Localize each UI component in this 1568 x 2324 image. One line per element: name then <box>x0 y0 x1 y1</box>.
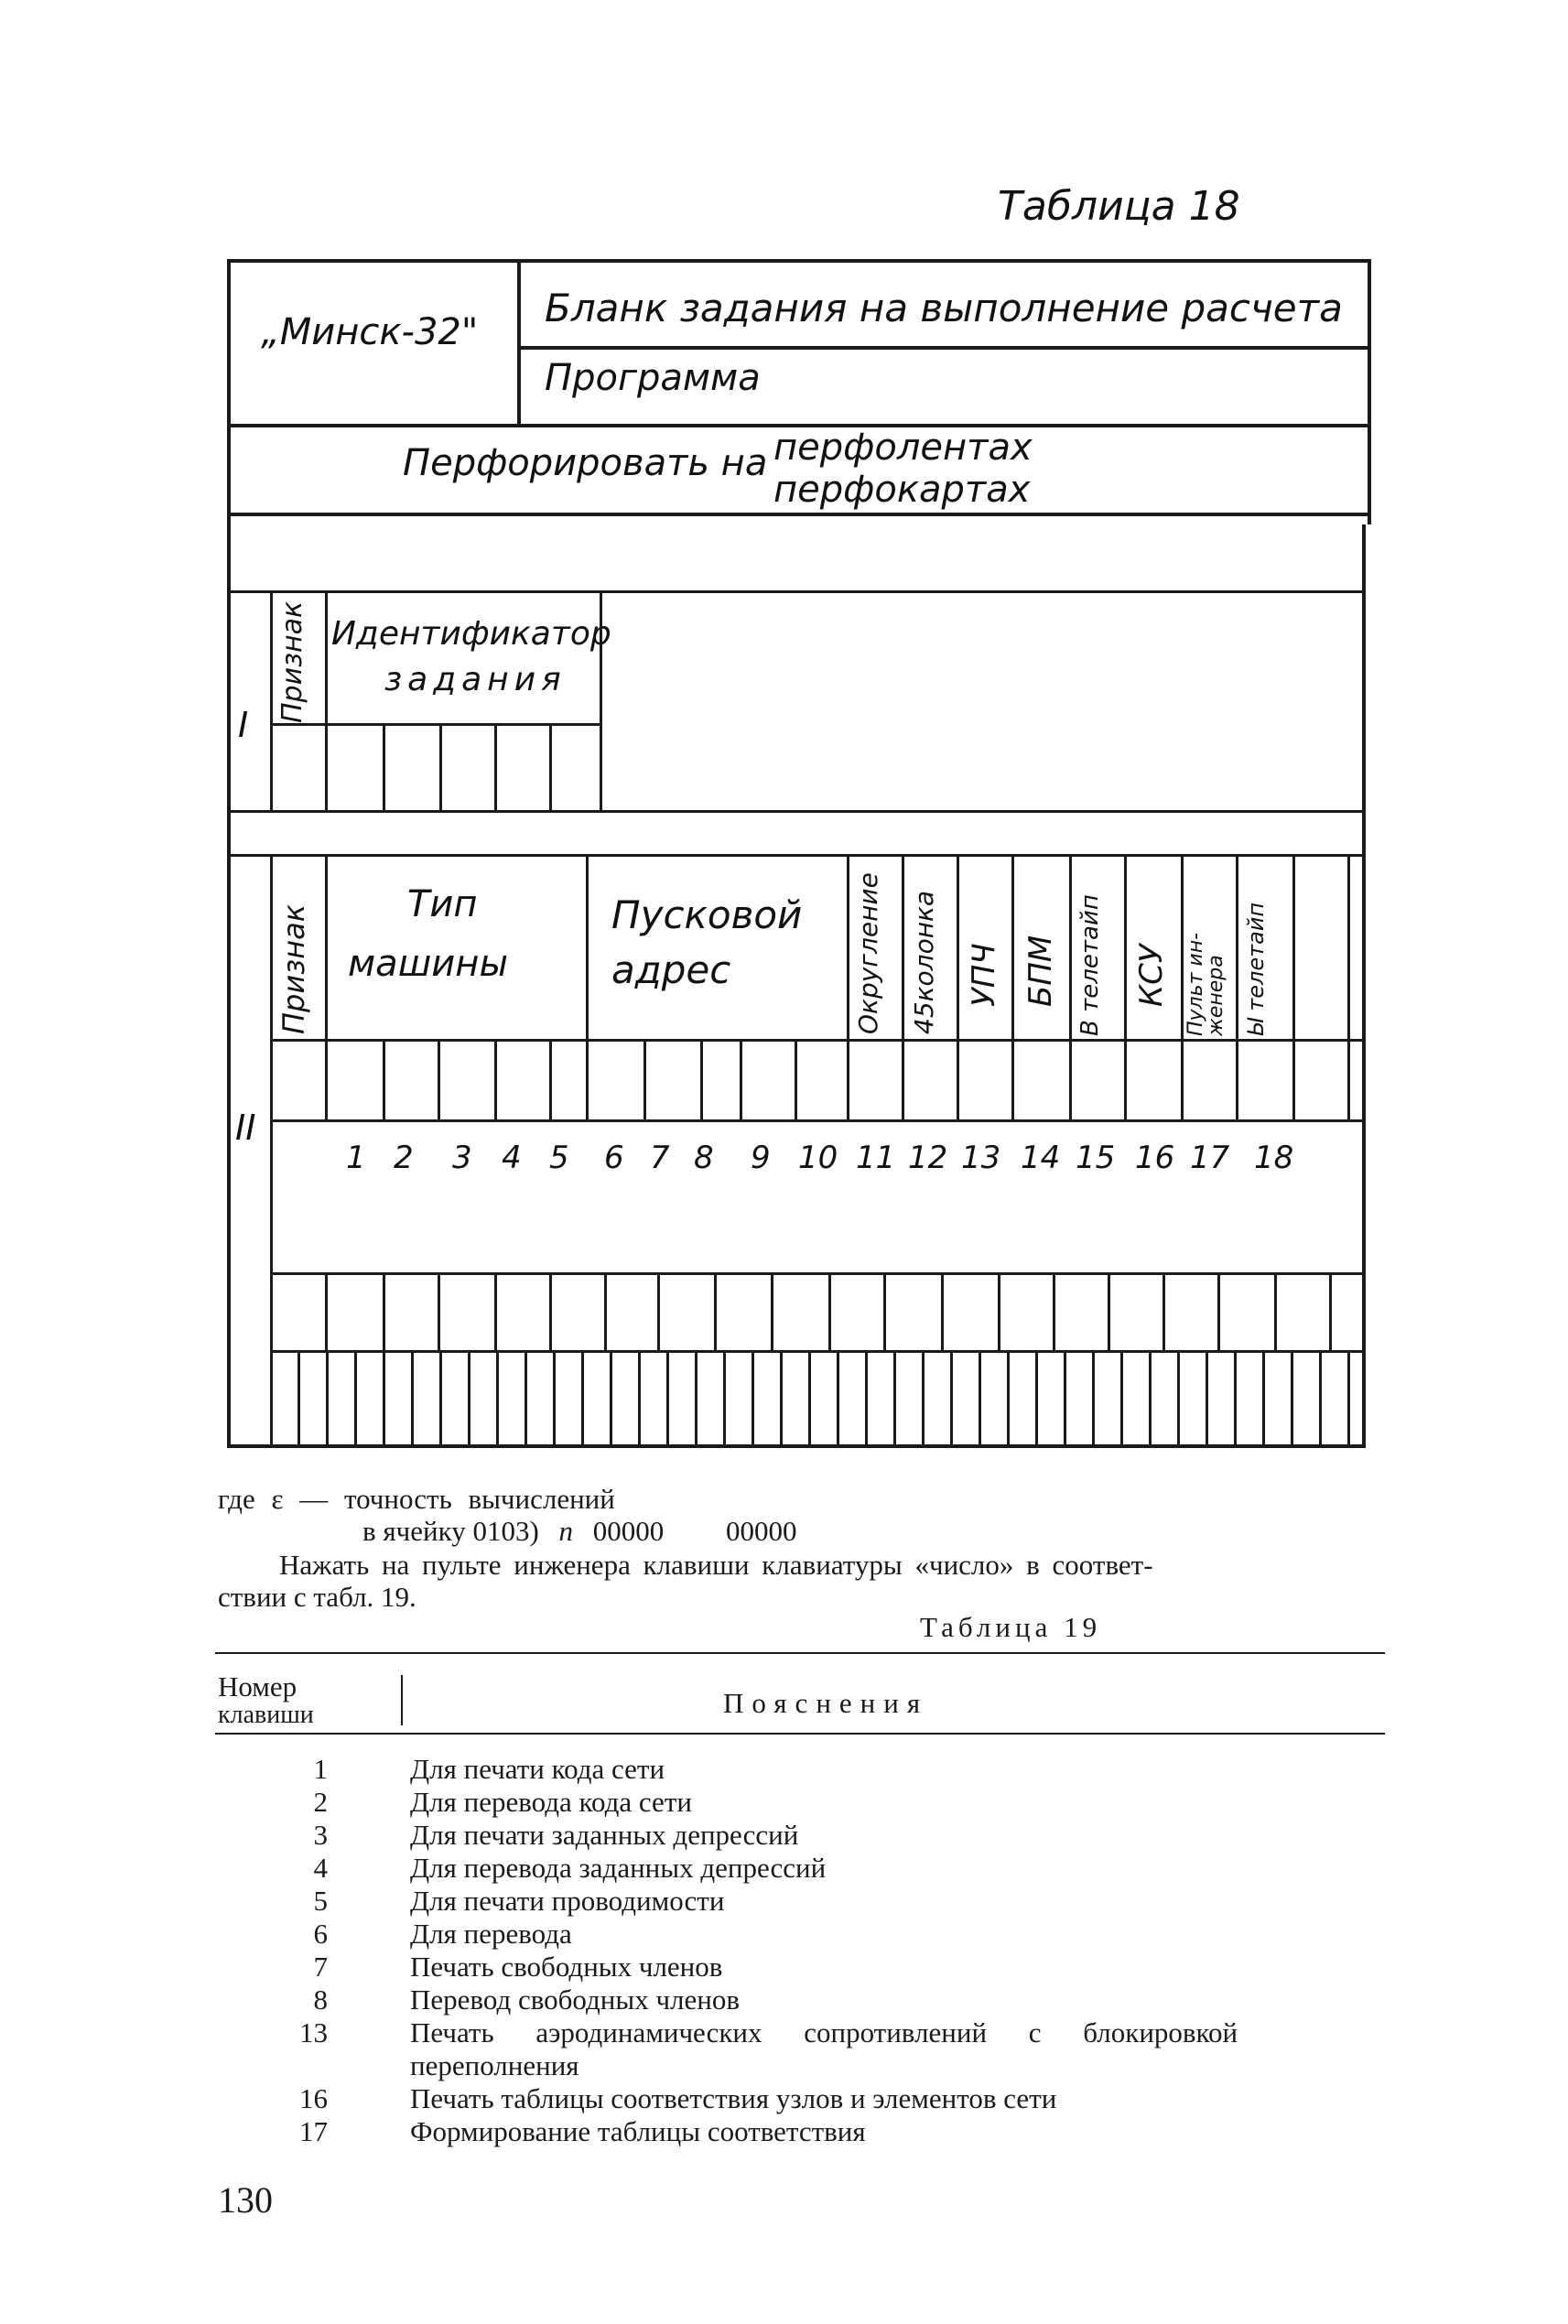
col-ksu: КСУ <box>1133 944 1170 1007</box>
grid-line <box>439 1350 442 1446</box>
key-number: 17 <box>1190 1140 1230 1176</box>
grid-line <box>549 1272 552 1350</box>
table-row <box>0 2115 1568 2148</box>
col-bpm: БПМ <box>1022 935 1059 1007</box>
key-number: 15 <box>1076 1140 1116 1176</box>
grid-line <box>723 1350 726 1446</box>
machine-type-label-2: машины <box>348 943 509 985</box>
description-cell: Печать аэродинамических сопротивлений с блокировкой <box>410 2016 1238 2048</box>
description-cell: Для перевода заданных депрессий <box>410 1852 827 1884</box>
grid-line <box>998 1272 1000 1350</box>
col-upch: УПЧ <box>966 943 1002 1007</box>
section-1-identifier-2: задания <box>384 661 567 698</box>
col-45: 45колонка <box>909 890 939 1034</box>
cell-assignment-a: в ячейку 0103) <box>362 1515 539 1547</box>
grid-line <box>383 1272 385 1350</box>
cell-assignment-c: 00000 <box>592 1515 665 1547</box>
section-1-roman: I <box>238 705 249 745</box>
table-row <box>0 1951 1568 1984</box>
grid-line <box>1035 1350 1038 1446</box>
section-2-roman: II <box>235 1108 256 1148</box>
description-cell: Для печати проводимости <box>410 1885 725 1917</box>
grid-line <box>1092 1350 1095 1446</box>
grid-line <box>893 1350 896 1446</box>
table19-head-key: Номер <box>218 1670 297 1702</box>
start-address-label-2: адрес <box>611 947 731 992</box>
key-number: 3 <box>452 1140 472 1176</box>
table-row <box>0 1753 1568 1786</box>
description-cell: Формирование таблицы соответствия <box>410 2115 866 2147</box>
description-cell: Для перевода кода сети <box>410 1786 692 1818</box>
table-row <box>0 1852 1568 1885</box>
grid-line <box>604 1272 607 1350</box>
key-cell: 4 <box>313 1852 328 1884</box>
section-1-flag: Признак <box>276 600 308 723</box>
grid-line <box>468 1350 470 1446</box>
grid-line <box>950 1350 953 1446</box>
grid-line <box>297 1350 300 1446</box>
page-number: 130 <box>218 2179 273 2221</box>
grid-line <box>326 1350 329 1446</box>
machine-type-label: Тип <box>407 883 478 925</box>
grid-line <box>1162 1272 1165 1350</box>
grid-line <box>1291 1350 1293 1446</box>
grid-line <box>638 1350 641 1446</box>
key-number: 1 <box>346 1140 366 1176</box>
key-number: 4 <box>502 1140 522 1176</box>
table-row <box>0 1786 1568 1819</box>
punch-option-cards: перфокартах <box>773 469 1031 511</box>
table19-head-desc: Пояснения <box>723 1687 929 1719</box>
description-cell: переполнения <box>410 2049 579 2081</box>
table18-caption: Таблица 18 <box>998 183 1240 230</box>
grid-line <box>752 1350 754 1446</box>
grid-line <box>808 1350 811 1446</box>
table-row <box>0 1918 1568 1951</box>
grid-line <box>865 1350 868 1446</box>
grid-line <box>922 1350 925 1446</box>
grid-line <box>383 1350 385 1446</box>
grid-line <box>771 1272 773 1350</box>
key-number: 16 <box>1135 1140 1175 1176</box>
grid-line <box>883 1272 886 1350</box>
grid-line <box>941 1272 944 1350</box>
key-cell: 17 <box>299 2115 328 2147</box>
table-row <box>0 2049 1568 2082</box>
grid-line <box>1149 1350 1152 1446</box>
description-cell: Печать свободных членов <box>410 1951 723 1983</box>
key-number: 14 <box>1021 1140 1061 1176</box>
key-number: 10 <box>798 1140 838 1176</box>
key-number: 5 <box>549 1140 569 1176</box>
description-cell: Для печати кода сети <box>410 1753 665 1785</box>
key-cell: 3 <box>313 1819 328 1851</box>
grid-line <box>695 1350 697 1446</box>
key-number: 7 <box>650 1140 670 1176</box>
grid-line <box>411 1350 414 1446</box>
grid-line <box>496 1350 499 1446</box>
key-number: 13 <box>961 1140 1001 1176</box>
grid-line <box>1177 1350 1180 1446</box>
cell-assignment-d: 00000 <box>726 1515 797 1547</box>
table-row <box>0 1984 1568 2016</box>
grid-line <box>714 1272 717 1350</box>
description-cell: Для печати заданных депрессий <box>410 1819 799 1851</box>
key-cell: 16 <box>299 2082 328 2114</box>
grid-line <box>1262 1350 1265 1446</box>
key-cell: 13 <box>299 2016 328 2048</box>
key-cell: 6 <box>313 1918 328 1950</box>
key-cell: 1 <box>313 1753 328 1785</box>
grid-line <box>1120 1350 1123 1446</box>
col-teletype-1: В телетайп <box>1076 894 1104 1036</box>
table-row <box>0 1819 1568 1852</box>
col-rounding: Округление <box>853 872 883 1034</box>
grid-line <box>666 1350 669 1446</box>
key-number: 2 <box>394 1140 414 1176</box>
key-number: 11 <box>856 1140 896 1176</box>
grid-line <box>657 1272 660 1350</box>
key-number: 8 <box>694 1140 714 1176</box>
grid-line <box>1064 1350 1066 1446</box>
key-number: 9 <box>751 1140 771 1176</box>
instruction-para-2: ствии с табл. 19. <box>218 1581 416 1613</box>
table-row <box>0 2016 1568 2049</box>
grid-line <box>1007 1350 1010 1446</box>
program-label: Программа <box>545 357 761 399</box>
table19-caption: Таблица 19 <box>920 1611 1102 1643</box>
grid-line <box>1217 1272 1220 1350</box>
grid-line <box>610 1350 612 1446</box>
grid-line <box>1234 1350 1237 1446</box>
col-console: Пульт ин-женера <box>1184 932 1227 1036</box>
grid-line <box>494 1272 497 1350</box>
section-2-flag: Признак <box>276 903 311 1034</box>
description-cell: Перевод свободных членов <box>410 1984 741 2016</box>
cell-assignment <box>362 1515 797 1548</box>
key-cell: 8 <box>313 1984 328 2016</box>
grid-line <box>553 1350 556 1446</box>
grid-line <box>828 1272 831 1350</box>
grid-line <box>1329 1272 1332 1350</box>
section-1-identifier: Идентификатор <box>331 615 611 653</box>
epsilon-definition: где ε — точность вычислений <box>218 1483 615 1515</box>
grid-line <box>1108 1272 1110 1350</box>
grid-line <box>1347 1350 1350 1446</box>
grid-line <box>354 1350 357 1446</box>
key-cell: 7 <box>313 1951 328 1983</box>
cell-assignment-n: n <box>558 1515 574 1547</box>
grid-line <box>1274 1272 1277 1350</box>
key-number: 18 <box>1254 1140 1294 1176</box>
grid-line <box>325 1272 328 1350</box>
key-number: 12 <box>908 1140 948 1176</box>
key-number: 6 <box>604 1140 624 1176</box>
key-cell: 5 <box>313 1885 328 1917</box>
grid-line <box>524 1350 527 1446</box>
description-cell: Печать таблицы соответствия узлов и элементов сети <box>410 2082 1057 2114</box>
grid-line <box>438 1272 440 1350</box>
grid-line <box>1319 1350 1322 1446</box>
grid-line <box>1206 1350 1208 1446</box>
instruction-para-1: Нажать на пульте инженера клавиши клавиатуры «число» в соответ- <box>279 1549 1153 1581</box>
grid-line <box>780 1350 783 1446</box>
key-cell: 2 <box>313 1786 328 1818</box>
form-title: Бланк задания на выполнение расчета <box>545 286 1343 330</box>
table19-head-key-2: клавиши <box>218 1701 314 1729</box>
table-row <box>0 2082 1568 2115</box>
grid-line <box>1053 1272 1055 1350</box>
grid-line <box>979 1350 981 1446</box>
table-row <box>0 1885 1568 1918</box>
grid-line <box>837 1350 839 1446</box>
machine-name: „Минск-32" <box>261 311 479 353</box>
col-teletype-2: Ы телетайп <box>1243 902 1269 1036</box>
punch-prefix: Перфорировать на <box>403 442 768 484</box>
punch-option-tape: перфолентах <box>773 427 1033 469</box>
start-address-label: Пусковой <box>611 892 803 937</box>
grid-line <box>581 1350 584 1446</box>
description-cell: Для перевода <box>410 1918 572 1950</box>
